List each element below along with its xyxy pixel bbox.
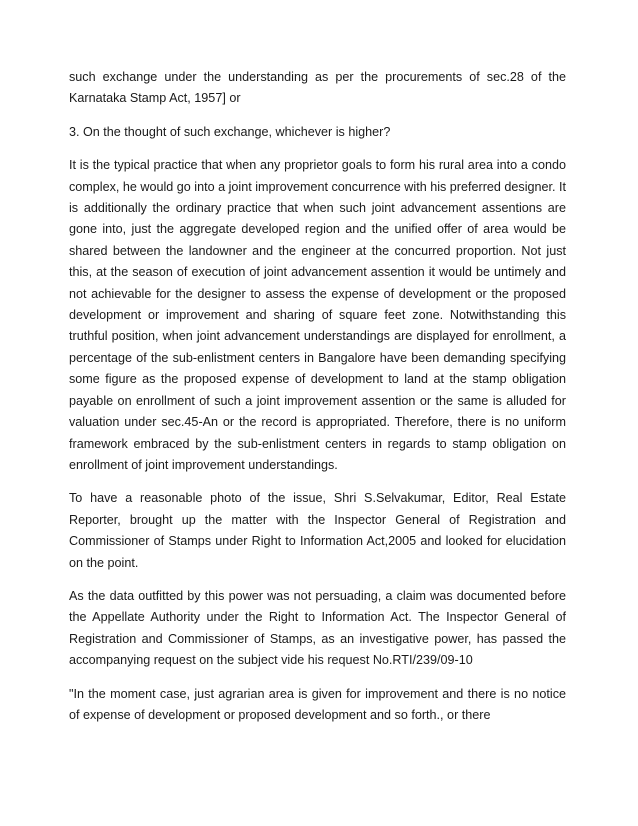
paragraph-2: 3. On the thought of such exchange, whichever is higher? [69, 124, 391, 139]
paragraph-1: such exchange under the understanding as per the procurements of sec.28 of the Karnataka Stamp Act, 1957] or [69, 70, 566, 106]
paragraph-6: "In the moment case, just agrarian area is given for improvement and there is no notice of expense of development or proposed development and so forth., or there [69, 686, 566, 722]
paragraph-4: To have a reasonable photo of the issue, Shri S.Selvakumar, Editor, Real Estate Reporter, brought up the matter with the Inspector General of Registration and Commissioner of Stamps under Right to Information Act,2005 and looked for elucidation on the point. [69, 491, 566, 570]
document-body [69, 67, 566, 726]
paragraph-5: As the data outfitted by this power was not persuading, a claim was documented before the Appellate Authority under the Right to Information Act. The Inspector General of Registration and Commissioner of Stamps, as an investigative power, has passed the accompanying request on the subject vide his request No.RTI/239/09-10 [69, 588, 566, 668]
paragraph-3: It is the typical practice that when any proprietor goals to form his rural area into a condo complex, he would go into a joint improvement concurrence with his preferred designer. It is additionally the ordinary practice that when such joint advancement assentions are gone into, just the aggregate developed region and the unified offer of area would be shared between the landowner and the engineer at the concurred proportion. Not just this, at the season of execution of joint advancement assention it would be untimely and not achievable for the designer to assess the expense of development or the proposed development or improvement and sharing of square feet zone. Notwithstanding this truthful position, when joint advancement understandings are displayed for enrollment, a percentage of the sub-enlistment centers in Bangalore have been demanding specifying some figure as the proposed expense of development to land at the stamp obligation payable on enrollment of such a joint improvement assention or the same is alluded for valuation under sec.45-An or the record is appropriated. Therefore, there is no uniform framework embraced by the sub-enlistment centers in regards to stamp obligation on enrollment of joint improvement understandings. [69, 158, 567, 472]
